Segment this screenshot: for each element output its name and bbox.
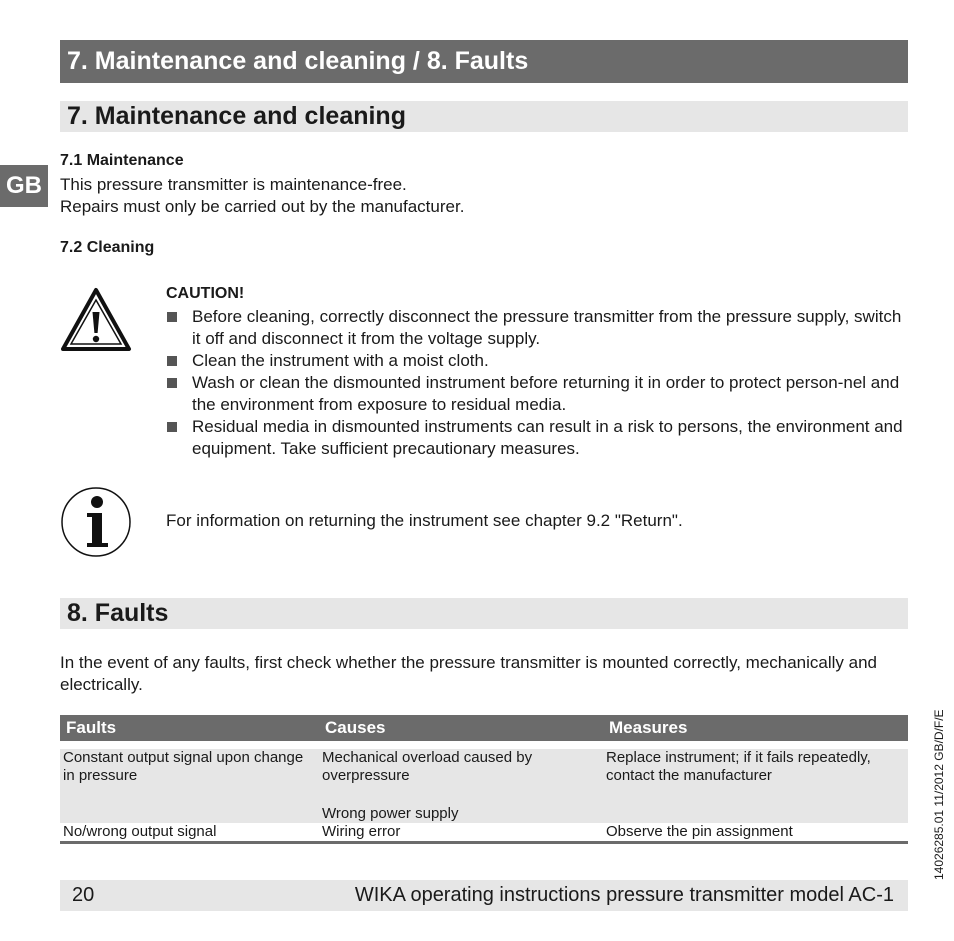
page-number: 20 [72, 884, 95, 906]
cause-extra-text: Wrong power supply [322, 805, 459, 822]
maintenance-line-2: Repairs must only be carried out by the manufacturer. [60, 197, 465, 216]
page-footer [60, 880, 908, 911]
cause-text: Mechanical overload caused by overpressure [322, 749, 533, 784]
table-row [60, 823, 908, 843]
document-code: 14026285.01 11/2012 GB/D/F/E [932, 709, 946, 880]
list-item: Clean the instrument with a moist cloth. [166, 350, 911, 372]
header-measures: Measures [603, 715, 908, 741]
fault-cell: No/wrong output signal [60, 823, 319, 843]
maintenance-text [60, 174, 464, 218]
maintenance-heading: 7.1 Maintenance [60, 152, 184, 169]
header-faults: Faults [60, 715, 319, 741]
header-causes: Causes [319, 715, 603, 741]
warning-triangle-icon [60, 286, 132, 352]
section-7-title-bar [60, 101, 908, 132]
measure-cell: Observe the pin assignment [603, 823, 908, 843]
page-header-title: 7. Maintenance and cleaning / 8. Faults [67, 47, 529, 75]
section-8-title: 8. Faults [67, 599, 169, 627]
list-item: Residual media in dismounted instruments can result in a risk to persons, the environment and equipment. Take sufficient precautionary measures. [166, 416, 911, 460]
footer-doc-title: WIKA operating instructions pressure transmitter model AC-1 [354, 884, 894, 906]
cause-cell [319, 749, 603, 823]
language-tab: GB [0, 165, 48, 207]
faults-intro: In the event of any faults, first check whether the pressure transmitter is mounted correctly, mechanically and electrically. [60, 653, 878, 694]
table-row [60, 749, 908, 823]
table-header-row [60, 715, 908, 741]
section-7-title: 7. Maintenance and cleaning [67, 102, 406, 130]
section-8-title-bar [60, 598, 908, 629]
cleaning-bullet-list [166, 306, 911, 460]
page-header-bar [60, 40, 908, 83]
caution-label: CAUTION! [166, 285, 245, 302]
info-text: For information on returning the instrument see chapter 9.2 "Return". [166, 511, 683, 530]
table-spacer-row [60, 741, 908, 749]
list-item: Before cleaning, correctly disconnect the pressure transmitter from the pressure supply, switch it off and disconnect it from the voltage supply. [166, 306, 911, 350]
faults-table [60, 715, 908, 844]
list-item: Wash or clean the dismounted instrument before returning it in order to protect person-nel and the environment from exposure to residual media. [166, 372, 911, 416]
maintenance-line-1: This pressure transmitter is maintenance-free. [60, 175, 407, 194]
fault-cell: Constant output signal upon change in pressure [60, 749, 319, 823]
info-icon [60, 486, 132, 558]
cause-cell: Wiring error [319, 823, 603, 843]
measure-cell: Replace instrument; if it fails repeatedly, contact the manufacturer [603, 749, 908, 823]
cleaning-heading: 7.2 Cleaning [60, 239, 155, 256]
